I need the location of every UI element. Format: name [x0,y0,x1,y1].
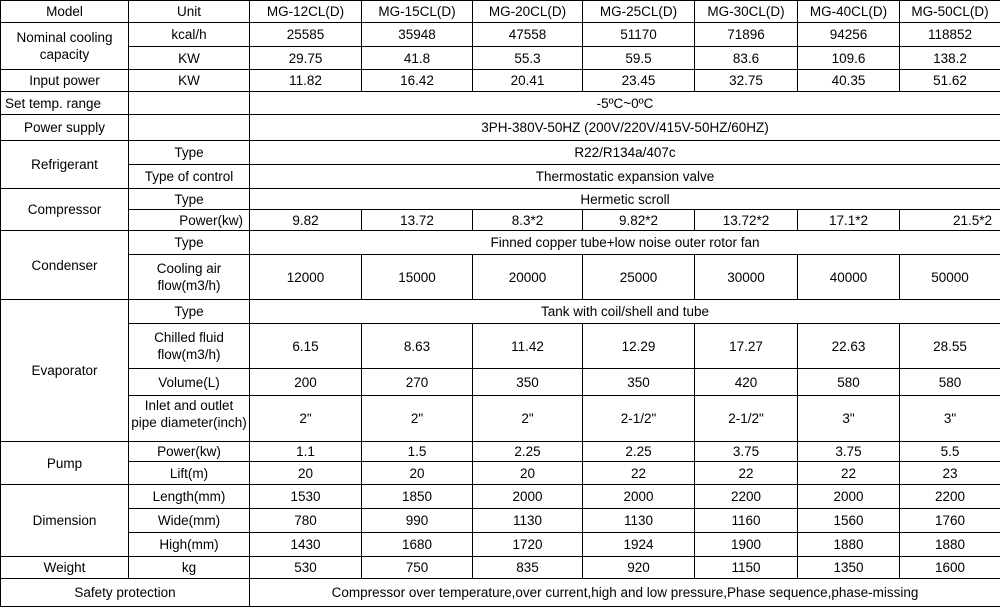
value-cell: 25585 [250,23,362,47]
value-cell: 94256 [798,23,900,47]
value-cell: 50000 [900,255,1000,300]
row-condenser-airflow [1,255,1000,300]
sub-label: Type [129,300,250,324]
temp-range-value: -5ºC~0ºC [250,92,1000,115]
value-cell: 29.75 [250,47,362,70]
value-cell: 8.3*2 [473,210,583,231]
pipe-label-text: Inlet and outlet pipe diameter(inch) [131,398,247,430]
value-cell: 47558 [473,23,583,47]
value-cell: 2000 [473,485,583,509]
value-cell: 35948 [362,23,473,47]
value-cell: 1880 [900,533,1000,557]
row-pump-power [1,442,1000,462]
value-cell: 22.63 [798,324,900,369]
power-supply-value: 3PH-380V-50HZ (200V/220V/415V-50HZ/60HZ) [250,115,1000,141]
row-cooling-kcal [1,23,1000,47]
model-name: MG-20CL(D) [473,1,583,23]
row-dimension-wide [1,509,1000,533]
value-cell: 1.1 [250,442,362,462]
value-cell: 22 [695,462,798,485]
value-cell: 1760 [900,509,1000,533]
value-cell: 13.72 [362,210,473,231]
value-cell: 835 [473,557,583,579]
power-supply-label: Power supply [1,115,129,141]
value-cell: 1350 [798,557,900,579]
compressor-type-value: Hermetic scroll [250,189,1000,210]
sub-label-pipe [129,396,250,442]
value-cell: 2" [473,396,583,442]
row-pump-lift [1,462,1000,485]
value-cell: 20 [473,462,583,485]
value-cell: 40000 [798,255,900,300]
value-cell: 118852 [900,23,1000,47]
value-cell: 1160 [695,509,798,533]
value-cell: 2-1/2" [583,396,695,442]
value-cell: 750 [362,557,473,579]
control-type-value: Thermostatic expansion valve [250,165,1000,189]
input-power-label: Input power [1,70,129,92]
safety-value: Compressor over temperature,over current,high and low pressure,Phase sequence,phase-missing [250,579,1000,607]
value-cell: 71896 [695,23,798,47]
unit-cell: kcal/h [129,23,250,47]
value-cell: 920 [583,557,695,579]
value-cell: 109.6 [798,47,900,70]
value-cell: 530 [250,557,362,579]
value-cell: 2-1/2" [695,396,798,442]
value-cell: 6.15 [250,324,362,369]
value-cell: 2000 [583,485,695,509]
value-cell: 2200 [695,485,798,509]
model-name: MG-40CL(D) [798,1,900,23]
row-refrigerant-type [1,141,1000,165]
refrigerant-label: Refrigerant [1,141,129,189]
row-evaporator-volume [1,369,1000,396]
value-cell: 17.1*2 [798,210,900,231]
value-cell: 420 [695,369,798,396]
value-cell: 1924 [583,533,695,557]
unit-cell: kg [129,557,250,579]
unit-cell: KW [129,47,250,70]
condenser-label: Condenser [1,231,129,300]
evaporator-label: Evaporator [1,300,129,442]
value-cell: 16.42 [362,70,473,92]
unit-cell: KW [129,70,250,92]
value-cell: 20 [362,462,473,485]
value-cell: 780 [250,509,362,533]
sub-label: Type [129,231,250,255]
value-cell: 1680 [362,533,473,557]
value-cell: 8.63 [362,324,473,369]
sub-label: Type [129,141,250,165]
sub-label: Chilled fluid flow(m3/h) [129,324,250,369]
refrigerant-type-value: R22/R134a/407c [250,141,1000,165]
value-cell: 51.62 [900,70,1000,92]
row-weight [1,557,1000,579]
row-condenser-type [1,231,1000,255]
cooling-capacity-label: Nominal cooling capacity [1,23,129,70]
model-name: MG-25CL(D) [583,1,695,23]
value-cell: 2000 [798,485,900,509]
unit-cell-empty [129,115,250,141]
value-cell: 21.5*2 [900,210,1000,231]
evaporator-type-value: Tank with coil/shell and tube [250,300,1000,324]
value-cell: 1900 [695,533,798,557]
value-cell: 2" [362,396,473,442]
value-cell: 23.45 [583,70,695,92]
row-dimension-length [1,485,1000,509]
row-temp-range [1,92,1000,115]
row-power-supply [1,115,1000,141]
sub-label: Type of control [129,165,250,189]
value-cell: 580 [900,369,1000,396]
value-cell: 51170 [583,23,695,47]
sub-label: Lift(m) [129,462,250,485]
value-cell: 138.2 [900,47,1000,70]
value-cell: 13.72*2 [695,210,798,231]
sub-label: Type [129,189,250,210]
value-cell: 30000 [695,255,798,300]
value-cell: 9.82*2 [583,210,695,231]
value-cell: 1880 [798,533,900,557]
row-cooling-kw [1,47,1000,70]
row-refrigerant-control [1,165,1000,189]
row-evaporator-flow [1,324,1000,369]
model-name: MG-30CL(D) [695,1,798,23]
value-cell: 5.5 [900,442,1000,462]
value-cell: 22 [798,462,900,485]
value-cell: 350 [473,369,583,396]
sub-label: Wide(mm) [129,509,250,533]
row-evaporator-type [1,300,1000,324]
safety-label: Safety protection [1,579,250,607]
weight-label: Weight [1,557,129,579]
value-cell: 1560 [798,509,900,533]
value-cell: 2200 [900,485,1000,509]
value-cell: 2" [250,396,362,442]
value-cell: 55.3 [473,47,583,70]
sub-label: Length(mm) [129,485,250,509]
value-cell: 200 [250,369,362,396]
sub-label: Volume(L) [129,369,250,396]
value-cell: 1.5 [362,442,473,462]
model-name: MG-12CL(D) [250,1,362,23]
value-cell: 990 [362,509,473,533]
value-cell: 9.82 [250,210,362,231]
unit-label: Unit [129,1,250,23]
value-cell: 59.5 [583,47,695,70]
value-cell: 15000 [362,255,473,300]
sub-label: Cooling air flow(m3/h) [129,255,250,300]
value-cell: 3.75 [695,442,798,462]
model-name: MG-50CL(D) [900,1,1000,23]
sub-label: High(mm) [129,533,250,557]
value-cell: 1430 [250,533,362,557]
temp-range-label: Set temp. range [1,92,129,115]
row-model [1,1,1000,23]
value-cell: 270 [362,369,473,396]
row-dimension-high [1,533,1000,557]
value-cell: 17.27 [695,324,798,369]
row-evaporator-pipe [1,396,1000,442]
value-cell: 12.29 [583,324,695,369]
value-cell: 11.42 [473,324,583,369]
row-input-power [1,70,1000,92]
value-cell: 2.25 [473,442,583,462]
value-cell: 11.82 [250,70,362,92]
value-cell: 20.41 [473,70,583,92]
pump-label: Pump [1,442,129,485]
model-name: MG-15CL(D) [362,1,473,23]
value-cell: 25000 [583,255,695,300]
value-cell: 1850 [362,485,473,509]
compressor-label: Compressor [1,189,129,231]
value-cell: 41.8 [362,47,473,70]
value-cell: 1600 [900,557,1000,579]
value-cell: 1720 [473,533,583,557]
value-cell: 1130 [473,509,583,533]
value-cell: 2.25 [583,442,695,462]
condenser-type-value: Finned copper tube+low noise outer rotor fan [250,231,1000,255]
sub-label: Power(kw) [129,210,250,231]
value-cell: 3.75 [798,442,900,462]
value-cell: 1530 [250,485,362,509]
value-cell: 350 [583,369,695,396]
row-compressor-type [1,189,1000,210]
value-cell: 3" [798,396,900,442]
value-cell: 12000 [250,255,362,300]
value-cell: 3" [900,396,1000,442]
row-compressor-power [1,210,1000,231]
sub-label: Power(kw) [129,442,250,462]
pipe-label-clip [131,396,247,441]
value-cell: 20 [250,462,362,485]
value-cell: 22 [583,462,695,485]
value-cell: 23 [900,462,1000,485]
value-cell: 32.75 [695,70,798,92]
value-cell: 20000 [473,255,583,300]
value-cell: 1150 [695,557,798,579]
value-cell: 580 [798,369,900,396]
model-label: Model [1,1,129,23]
value-cell: 1130 [583,509,695,533]
row-safety [1,579,1000,607]
value-cell: 83.6 [695,47,798,70]
dimension-label: Dimension [1,485,129,557]
value-cell: 40.35 [798,70,900,92]
value-cell: 28.55 [900,324,1000,369]
unit-cell-empty [129,92,250,115]
